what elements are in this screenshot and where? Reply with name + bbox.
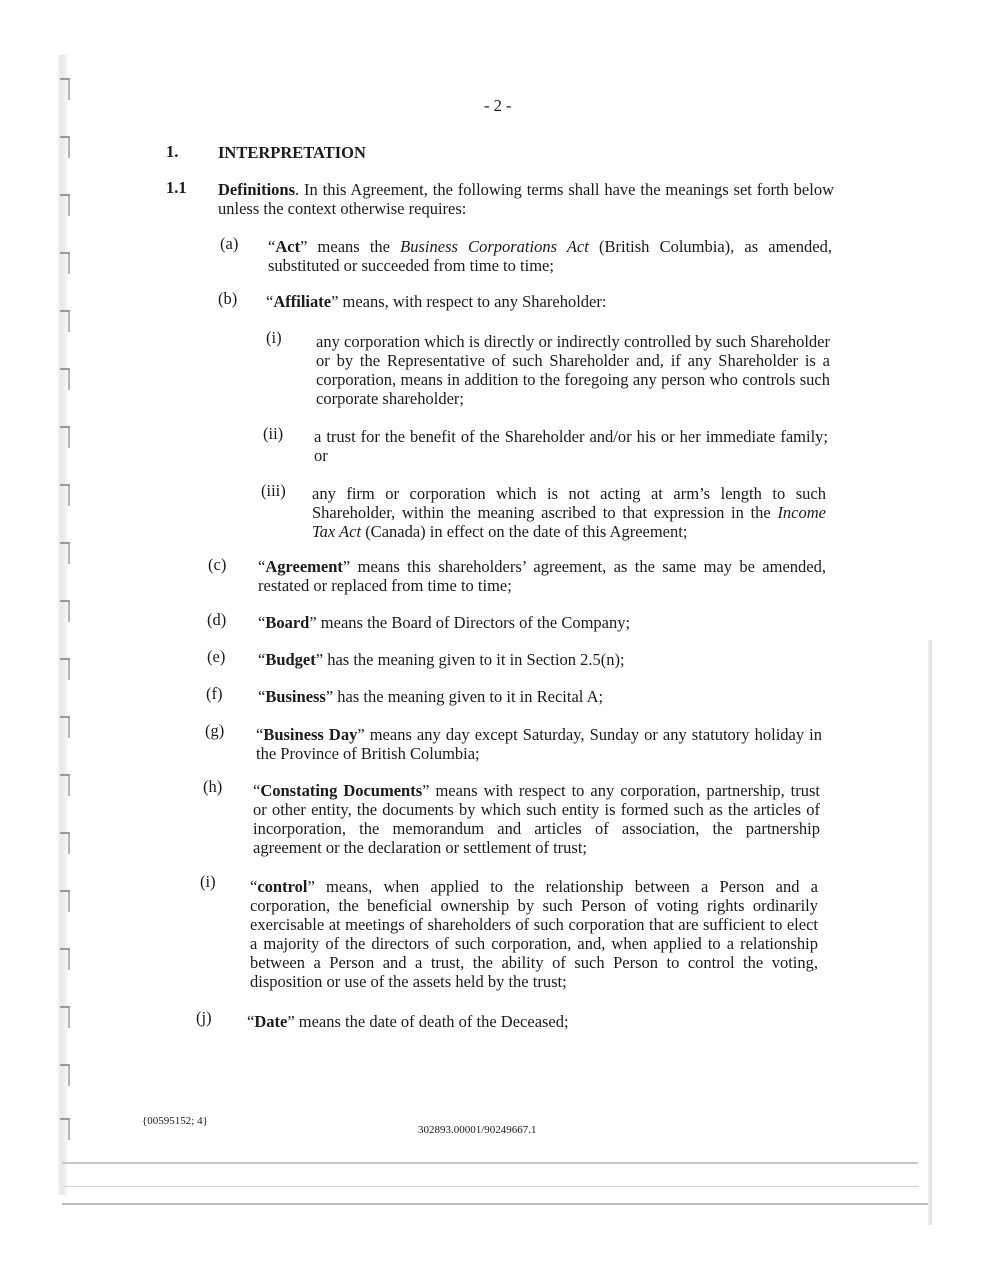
item-label: (i) — [200, 872, 216, 891]
document-reference-center: 302893.00001/90249667.1 — [418, 1124, 537, 1136]
item-label: (c) — [208, 555, 227, 574]
statute-name: Income Tax Act — [312, 503, 826, 541]
definition-text: (Canada) in effect on the date of this Agreement; — [361, 522, 688, 541]
page-number: - 2 - — [484, 96, 512, 115]
definitions-heading: Definitions — [218, 180, 296, 199]
definition-control — [250, 877, 818, 991]
clause-number: 1.1 — [166, 178, 187, 197]
definition-constating-documents — [253, 781, 820, 857]
item-label: (h) — [203, 777, 223, 796]
definition-board — [258, 613, 828, 632]
statute-name: Business Corporations Act — [400, 237, 589, 256]
item-label: (a) — [220, 234, 239, 253]
definition-text: ” means any day except Saturday, Sunday or any statutory holiday in the Province of British Columbia; — [256, 725, 822, 763]
binder-mark — [60, 136, 72, 158]
defined-term: Agreement — [265, 557, 343, 576]
binder-mark — [60, 716, 72, 738]
binder-mark — [60, 600, 72, 622]
binder-mark — [60, 1064, 72, 1086]
item-label: (d) — [207, 610, 227, 629]
document-reference-left: {00595152; 4} — [142, 1115, 208, 1127]
binder-mark — [60, 484, 72, 506]
binder-mark — [60, 368, 72, 390]
definition-business — [258, 687, 828, 706]
open-quote: “ — [247, 1012, 255, 1031]
defined-term: Act — [275, 237, 301, 256]
binder-mark — [60, 832, 72, 854]
page-right-edge — [928, 640, 932, 1225]
defined-term: Board — [265, 613, 310, 632]
binder-mark — [60, 252, 72, 274]
definition-affiliate — [266, 292, 836, 311]
open-quote: “ — [258, 613, 266, 632]
section-number: 1. — [166, 142, 179, 161]
open-quote: “ — [258, 650, 266, 669]
open-quote: “ — [250, 877, 258, 896]
open-quote: “ — [266, 292, 274, 311]
definition-date — [247, 1012, 817, 1031]
binder-mark — [60, 542, 72, 564]
defined-term: Affiliate — [273, 292, 332, 311]
definition-text: ” has the meaning given to it in Recital A; — [325, 687, 604, 706]
definitions-intro — [218, 180, 834, 218]
definition-act — [268, 237, 832, 275]
definitions-intro-text: . In this Agreement, the following terms shall have the meanings set forth below unless the context otherwise requires: — [218, 180, 834, 218]
binder-mark — [60, 948, 72, 970]
definition-text: ” means this shareholders’ agreement, as the same may be amended, restated or replaced from time to time; — [258, 557, 826, 595]
open-quote: “ — [258, 687, 266, 706]
binder-mark — [60, 774, 72, 796]
definition-text: (British Columbia), as amended, substituted or succeeded from time to time; — [268, 237, 832, 275]
page-bottom-edge — [62, 1203, 928, 1205]
binder-mark — [60, 78, 72, 100]
defined-term: Business Day — [263, 725, 358, 744]
definition-text: ” means, with respect to any Shareholder: — [331, 292, 607, 311]
subitem-label: (iii) — [261, 481, 286, 500]
definition-budget — [258, 650, 828, 669]
affiliate-subitem-i: any corporation which is directly or indirectly controlled by such Shareholder or by the Representative of such Shareholder and, if any Shareholder is a corporation, means in addition to the foregoing any person who controls such corporate shareholder; — [316, 332, 830, 408]
binder-mark — [60, 310, 72, 332]
definition-text: ” means the — [300, 237, 401, 256]
open-quote: “ — [253, 781, 261, 800]
binder-mark — [60, 1118, 72, 1140]
page-bottom-edge — [62, 1162, 918, 1164]
section-title: INTERPRETATION — [218, 143, 366, 162]
open-quote: “ — [258, 557, 266, 576]
subitem-label: (ii) — [263, 424, 284, 443]
item-label: (g) — [205, 721, 225, 740]
definition-text: ” means the date of death of the Deceased; — [287, 1012, 569, 1031]
definition-text: ” has the meaning given to it in Section 2.5(n); — [315, 650, 625, 669]
definition-text: any firm or corporation which is not acting at arm’s length to such Shareholder, within the meaning ascribed to that expression in the — [312, 484, 826, 522]
definition-agreement — [258, 557, 826, 595]
definition-text: ” means, when applied to the relationship between a Person and a corporation, the beneficial ownership by such Person of voting rights ordinarily exercisable at meetings of shareholders of such corporation that are sufficient to elect a majority of the directors of such corporation, and, when applied to a relationship between a Person and a trust, the ability of such Person to control the voting, disposition or use of the assets held by the trust; — [250, 877, 818, 991]
item-label: (b) — [218, 289, 238, 308]
item-label: (f) — [206, 684, 223, 703]
item-label: (e) — [207, 647, 226, 666]
open-quote: “ — [256, 725, 264, 744]
defined-term: control — [257, 877, 308, 896]
definition-text: ” means the Board of Directors of the Company; — [309, 613, 631, 632]
item-label: (j) — [196, 1008, 212, 1027]
page-bottom-edge — [62, 1186, 918, 1187]
defined-term: Business — [265, 687, 326, 706]
definition-text: ” means with respect to any corporation, partnership, trust or other entity, the documents by which such entity is formed such as the articles of incorporation, the memorandum and articles of association, the partnership agreement or the declaration or settlement of trust; — [253, 781, 821, 857]
affiliate-subitem-ii: a trust for the benefit of the Shareholder and/or his or her immediate family; or — [314, 427, 828, 465]
affiliate-subitem-iii — [312, 484, 826, 541]
binder-mark — [60, 1006, 72, 1028]
binder-mark — [60, 194, 72, 216]
binder-mark — [60, 658, 72, 680]
definition-business-day — [256, 725, 822, 763]
binder-mark — [60, 426, 72, 448]
subitem-label: (i) — [266, 328, 282, 347]
defined-term: Date — [254, 1012, 288, 1031]
defined-term: Budget — [265, 650, 316, 669]
binder-mark — [60, 890, 72, 912]
defined-term: Constating Documents — [260, 781, 423, 800]
open-quote: “ — [268, 237, 276, 256]
